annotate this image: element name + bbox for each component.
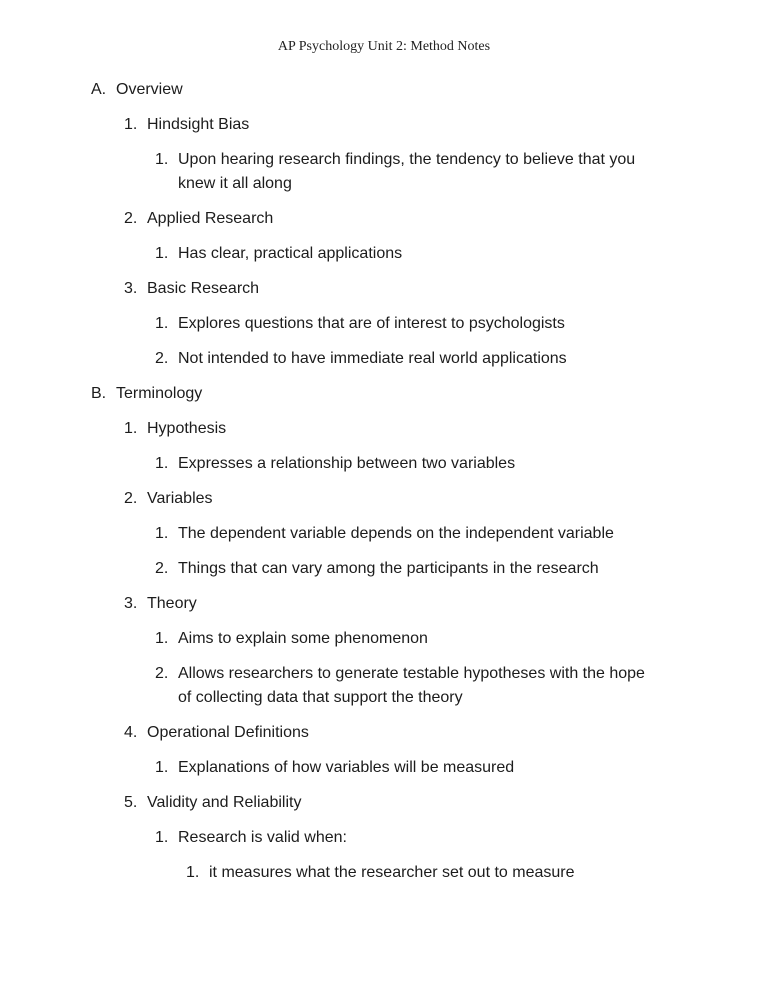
outline-marker: 1.	[155, 759, 169, 776]
outline-marker: A.	[91, 81, 107, 98]
outline-marker: 2.	[155, 350, 169, 367]
outline-item-level-2	[124, 487, 768, 511]
outline-text: Operational Definitions	[147, 724, 309, 741]
outline	[0, 78, 768, 885]
outline-item-level-3	[155, 522, 648, 546]
outline-text: The dependent variable depends on the independent variable	[178, 525, 614, 542]
outline-marker: 1.	[155, 315, 169, 332]
outline-text: it measures what the researcher set out to measure	[209, 864, 575, 881]
outline-item-level-1	[91, 382, 768, 406]
outline-text: Not intended to have immediate real world applications	[178, 350, 567, 367]
outline-item-level-2	[124, 277, 768, 301]
outline-marker: 1.	[186, 864, 200, 881]
outline-item-level-3	[155, 148, 648, 196]
outline-text: Variables	[147, 490, 213, 507]
outline-marker: B.	[91, 385, 107, 402]
outline-marker: 4.	[124, 724, 138, 741]
outline-marker: 2.	[124, 490, 138, 507]
outline-marker: 5.	[124, 794, 138, 811]
outline-text: Terminology	[116, 385, 203, 402]
outline-text: Validity and Reliability	[147, 794, 302, 811]
outline-item-level-4	[186, 861, 768, 885]
outline-item-level-3	[155, 826, 648, 850]
outline-text: Aims to explain some phenomenon	[178, 630, 428, 647]
outline-item-level-2	[124, 113, 768, 137]
outline-marker: 1.	[155, 829, 169, 846]
outline-item-level-3	[155, 662, 648, 710]
outline-item-level-2	[124, 207, 768, 231]
outline-text: Hypothesis	[147, 420, 227, 437]
outline-text: Research is valid when:	[178, 829, 347, 846]
outline-item-level-3	[155, 756, 648, 780]
outline-item-level-2	[124, 592, 768, 616]
outline-marker: 1.	[155, 151, 169, 168]
page-header: AP Psychology Unit 2: Method Notes	[277, 39, 491, 54]
outline-text: Explanations of how variables will be measured	[178, 759, 515, 776]
outline-item-level-3	[155, 347, 648, 371]
outline-marker: 1.	[155, 455, 169, 472]
outline-marker: 2.	[124, 210, 138, 227]
outline-text: Theory	[147, 595, 197, 612]
outline-text: Explores questions that are of interest to psychologists	[178, 315, 565, 332]
outline-item-level-2	[124, 791, 768, 815]
outline-text: Has clear, practical applications	[178, 245, 403, 262]
outline-marker: 1.	[155, 630, 169, 647]
outline-item-level-2	[124, 721, 768, 745]
outline-marker: 1.	[155, 525, 169, 542]
outline-item-level-1	[91, 78, 768, 102]
outline-text: Upon hearing research findings, the tendency to believe that you knew it all along	[178, 151, 636, 192]
outline-marker: 2.	[155, 665, 169, 682]
outline-marker: 3.	[124, 595, 138, 612]
outline-text: Overview	[116, 81, 183, 98]
outline-marker: 1.	[124, 116, 138, 133]
outline-item-level-3	[155, 627, 648, 651]
outline-marker: 2.	[155, 560, 169, 577]
outline-item-level-2	[124, 417, 768, 441]
outline-text: Hindsight Bias	[147, 116, 250, 133]
outline-text: Expresses a relationship between two variables	[178, 455, 516, 472]
outline-marker: 1.	[155, 245, 169, 262]
outline-text: Applied Research	[147, 210, 274, 227]
outline-item-level-3	[155, 452, 648, 476]
outline-text: Basic Research	[147, 280, 260, 297]
outline-text: Allows researchers to generate testable hypotheses with the hope of collecting data that support the theory	[178, 665, 645, 706]
outline-item-level-3	[155, 312, 648, 336]
outline-text: Things that can vary among the participants in the research	[178, 560, 599, 577]
outline-item-level-3	[155, 242, 648, 266]
outline-marker: 1.	[124, 420, 138, 437]
outline-marker: 3.	[124, 280, 138, 297]
outline-item-level-3	[155, 557, 648, 581]
